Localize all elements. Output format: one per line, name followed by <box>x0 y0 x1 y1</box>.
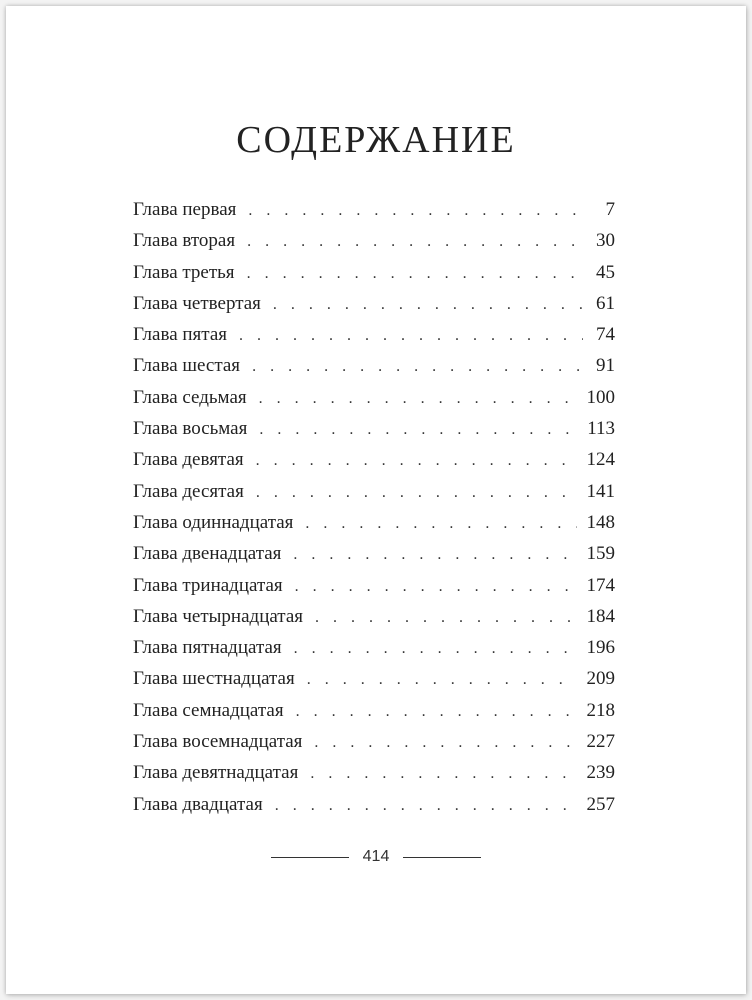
toc-entry-label: Глава девятнадцатая <box>133 762 299 784</box>
toc-entry <box>133 324 615 355</box>
toc-entry-label: Глава девятая <box>133 449 244 471</box>
toc-entry <box>133 355 615 386</box>
footer-rule-left <box>271 857 349 858</box>
toc-entry <box>133 199 615 230</box>
toc-entry <box>133 543 615 574</box>
toc-entry <box>133 700 615 731</box>
toc-entry <box>133 668 615 699</box>
toc-leader-dots <box>256 452 577 470</box>
toc-entry-label: Глава пятая <box>133 324 227 346</box>
toc-entry-page: 100 <box>586 386 615 408</box>
toc-entry <box>133 637 615 668</box>
toc-entry <box>133 762 615 793</box>
page-title: СОДЕРЖАНИЕ <box>236 119 516 161</box>
toc-entry-label: Глава шестая <box>133 355 241 377</box>
toc-leader-dots <box>314 734 576 752</box>
toc-entry <box>133 794 615 825</box>
toc-leader-dots <box>307 671 577 689</box>
toc-entry-label: Глава первая <box>133 199 237 220</box>
toc-entry-label: Глава тринадцатая <box>133 574 283 596</box>
toc-entry-page: 141 <box>586 480 615 502</box>
toc-entry-label: Глава шестнадцатая <box>133 668 295 690</box>
toc-entry-page: 61 <box>596 292 615 314</box>
toc-entry-page: 257 <box>586 793 615 815</box>
toc-leader-dots <box>296 703 577 721</box>
toc-entry-page: 113 <box>587 418 615 440</box>
toc-leader-dots <box>310 765 576 783</box>
toc-entry-label: Глава десятая <box>133 480 244 502</box>
toc-leader-dots <box>293 546 576 564</box>
page-number: 414 <box>362 848 390 865</box>
toc-leader-dots <box>273 296 583 314</box>
toc-leader-dots <box>259 390 577 408</box>
toc-entry-page: 159 <box>586 543 615 565</box>
toc-entry-page: 124 <box>586 449 615 471</box>
toc-leader-dots <box>294 640 577 658</box>
toc-entry-page: 196 <box>586 637 615 659</box>
toc-entry <box>133 449 615 480</box>
toc-entry-label: Глава пятнадцатая <box>133 637 282 659</box>
toc-entry-page: 174 <box>586 574 615 596</box>
toc-leader-dots <box>248 202 583 220</box>
toc-entry-page: 74 <box>596 324 615 346</box>
toc-leader-dots <box>252 358 583 376</box>
toc-entry <box>133 481 615 512</box>
toc-entry <box>133 418 615 449</box>
toc-leader-dots <box>239 327 583 345</box>
toc-entry-label: Глава восьмая <box>133 418 248 440</box>
footer-rule-right <box>403 857 481 858</box>
toc-entry-page: 7 <box>605 199 615 220</box>
toc-entry <box>133 230 615 261</box>
toc-entry <box>133 512 615 543</box>
toc-entry-label: Глава семнадцатая <box>133 699 284 721</box>
toc-entry-page: 45 <box>596 261 615 283</box>
toc-entry <box>133 387 615 418</box>
toc-entry-label: Глава третья <box>133 261 235 283</box>
toc-leader-dots <box>247 265 583 283</box>
toc-entry <box>133 731 615 762</box>
toc-entry-label: Глава четвертая <box>133 292 261 314</box>
toc-entry-label: Глава одиннадцатая <box>133 511 294 533</box>
toc-leader-dots <box>305 515 576 533</box>
toc-entry <box>133 293 615 324</box>
toc-entry <box>133 575 615 606</box>
toc-entry-label: Глава восемнадцатая <box>133 731 303 753</box>
toc-entry-page: 184 <box>586 605 615 627</box>
toc-entry-page: 209 <box>586 668 615 690</box>
toc-entry-page: 30 <box>596 230 615 252</box>
toc-entry-page: 227 <box>586 731 615 753</box>
toc-entry-label: Глава четырнадцатая <box>133 605 304 627</box>
toc-entry-page: 91 <box>596 355 615 377</box>
toc-leader-dots <box>256 484 577 502</box>
toc-entry-page: 148 <box>586 511 615 533</box>
toc-leader-dots <box>275 797 577 815</box>
toc-entry-label: Глава двадцатая <box>133 793 263 815</box>
table-of-contents <box>133 199 615 825</box>
toc-entry <box>133 606 615 637</box>
toc-leader-dots <box>315 609 576 627</box>
toc-leader-dots <box>259 421 577 439</box>
toc-entry-page: 218 <box>586 699 615 721</box>
toc-entry-label: Глава двенадцатая <box>133 543 282 565</box>
toc-entry <box>133 262 615 293</box>
toc-leader-dots <box>247 233 583 251</box>
toc-entry-page: 239 <box>586 762 615 784</box>
page-footer <box>0 848 752 866</box>
toc-entry-label: Глава вторая <box>133 230 236 252</box>
toc-entry-label: Глава седьмая <box>133 386 247 408</box>
toc-leader-dots <box>295 578 577 596</box>
